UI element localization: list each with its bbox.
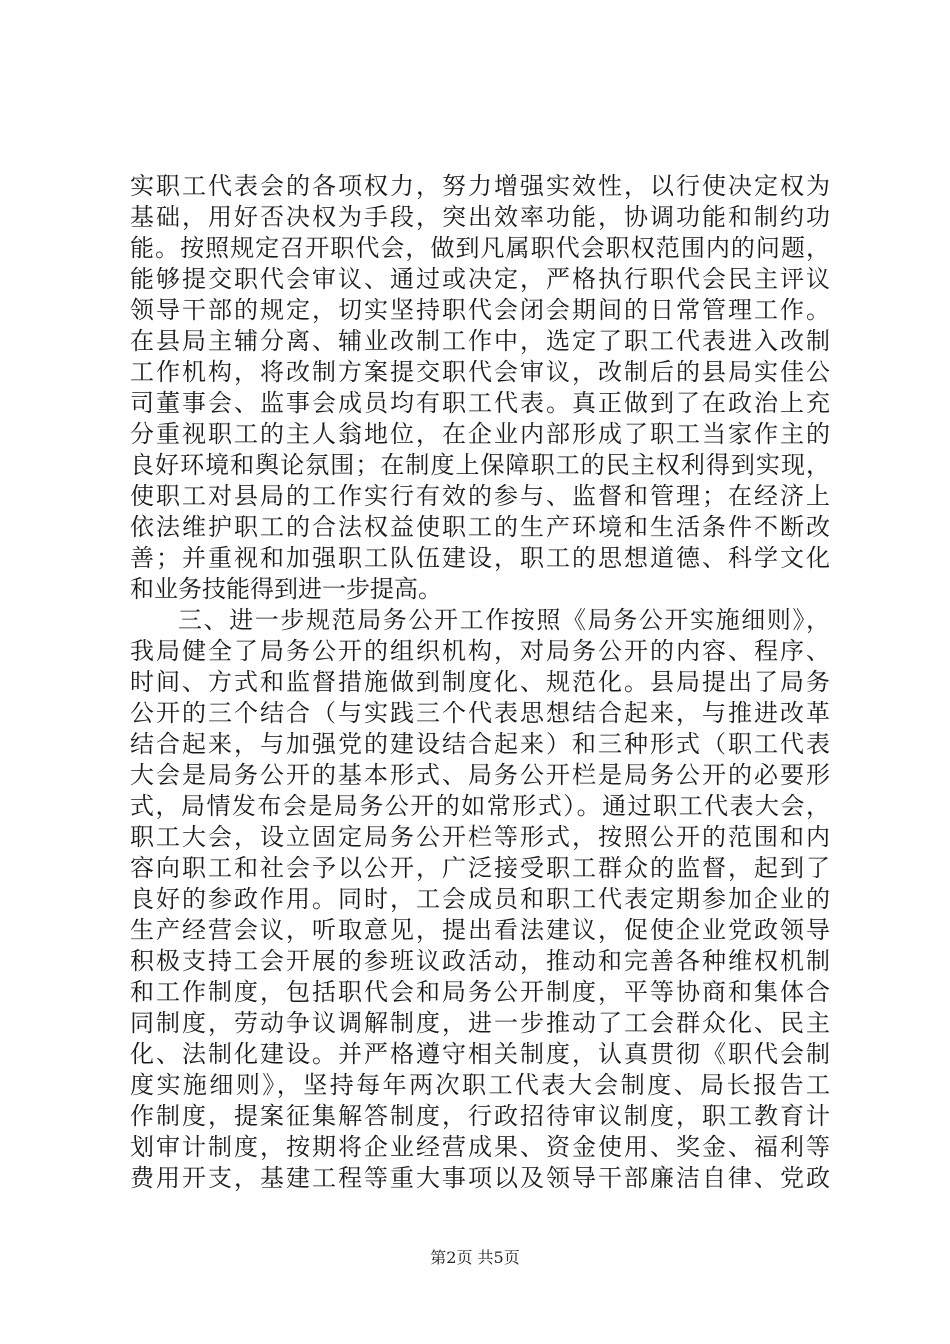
text-line: 作制度，提案征集解答制度，行政招待审议制度，职工教育计 bbox=[130, 1102, 830, 1130]
page-number: 第2页 共5页 bbox=[430, 1248, 520, 1267]
text-line: 费用开支，基建工程等重大事项以及领导干部廉洁自律、党政 bbox=[130, 1164, 830, 1192]
text-line: 划审计制度，按期将企业经营成果、资金使用、奖金、福利等 bbox=[130, 1133, 830, 1161]
text-line: 和工作制度，包括职代会和局务公开制度，平等协商和集体合 bbox=[130, 978, 830, 1006]
text-line: 能。按照规定召开职代会，做到凡属职代会职权范围内的问题， bbox=[130, 234, 830, 262]
text-line: 分重视职工的主人翁地位，在企业内部形成了职工当家作主的 bbox=[130, 420, 830, 448]
text-line: 依法维护职工的合法权益使职工的生产环境和生活条件不断改 bbox=[130, 513, 830, 541]
text-line: 容向职工和社会予以公开，广泛接受职工群众的监督，起到了 bbox=[130, 854, 830, 882]
text-line: 基础，用好否决权为手段，突出效率功能，协调功能和制约功 bbox=[130, 203, 830, 231]
text-line: 度实施细则》，坚持每年两次职工代表大会制度、局长报告工 bbox=[130, 1071, 830, 1099]
text-line: 良好环境和舆论氛围；在制度上保障职工的民主权利得到实现， bbox=[130, 451, 830, 479]
text-line: 能够提交职代会审议、通过或决定，严格执行职代会民主评议 bbox=[130, 265, 830, 293]
text-line: 大会是局务公开的基本形式、局务公开栏是局务公开的必要形 bbox=[130, 761, 830, 789]
text-line: 职工大会，设立固定局务公开栏等形式，按照公开的范围和内 bbox=[130, 823, 830, 851]
text-line: 公开的三个结合（与实践三个代表思想结合起来，与推进改革 bbox=[130, 699, 830, 727]
text-line: 化、法制化建设。并严格遵守相关制度，认真贯彻《职代会制 bbox=[130, 1040, 830, 1068]
text-line: 结合起来，与加强党的建设结合起来）和三种形式（职工代表 bbox=[130, 730, 830, 758]
text-line: 式，局情发布会是局务公开的如常形式）。通过职工代表大会， bbox=[130, 792, 830, 820]
text-line: 领导干部的规定，切实坚持职代会闭会期间的日常管理工作。 bbox=[130, 296, 830, 324]
body-text bbox=[130, 171, 830, 1194]
page-footer bbox=[0, 1246, 950, 1270]
text-line: 司董事会、监事会成员均有职工代表。真正做到了在政治上充 bbox=[130, 389, 830, 417]
text-line: 工作机构，将改制方案提交职代会审议，改制后的县局实佳公 bbox=[130, 358, 830, 386]
text-line: 良好的参政作用。同时，工会成员和职工代表定期参加企业的 bbox=[130, 885, 830, 913]
text-line: 同制度，劳动争议调解制度，进一步推动了工会群众化、民主 bbox=[130, 1009, 830, 1037]
text-line: 积极支持工会开展的参班议政活动，推动和完善各种维权机制 bbox=[130, 947, 830, 975]
text-line: 在县局主辅分离、辅业改制工作中，选定了职工代表进入改制 bbox=[130, 327, 830, 355]
text-line: 善；并重视和加强职工队伍建设，职工的思想道德、科学文化 bbox=[130, 544, 830, 572]
text-line: 生产经营会议，听取意见，提出看法建议，促使企业党政领导 bbox=[130, 916, 830, 944]
section-heading-line: 三、进一步规范局务公开工作按照《局务公开实施细则》， bbox=[178, 606, 830, 634]
text-line: 使职工对县局的工作实行有效的参与、监督和管理；在经济上 bbox=[130, 482, 830, 510]
text-line: 我局健全了局务公开的组织机构，对局务公开的内容、程序、 bbox=[130, 637, 830, 665]
text-line: 实职工代表会的各项权力，努力增强实效性，以行使决定权为 bbox=[130, 172, 830, 200]
text-line: 和业务技能得到进一步提高。 bbox=[130, 575, 442, 603]
text-line: 时间、方式和监督措施做到制度化、规范化。县局提出了局务 bbox=[130, 668, 830, 696]
